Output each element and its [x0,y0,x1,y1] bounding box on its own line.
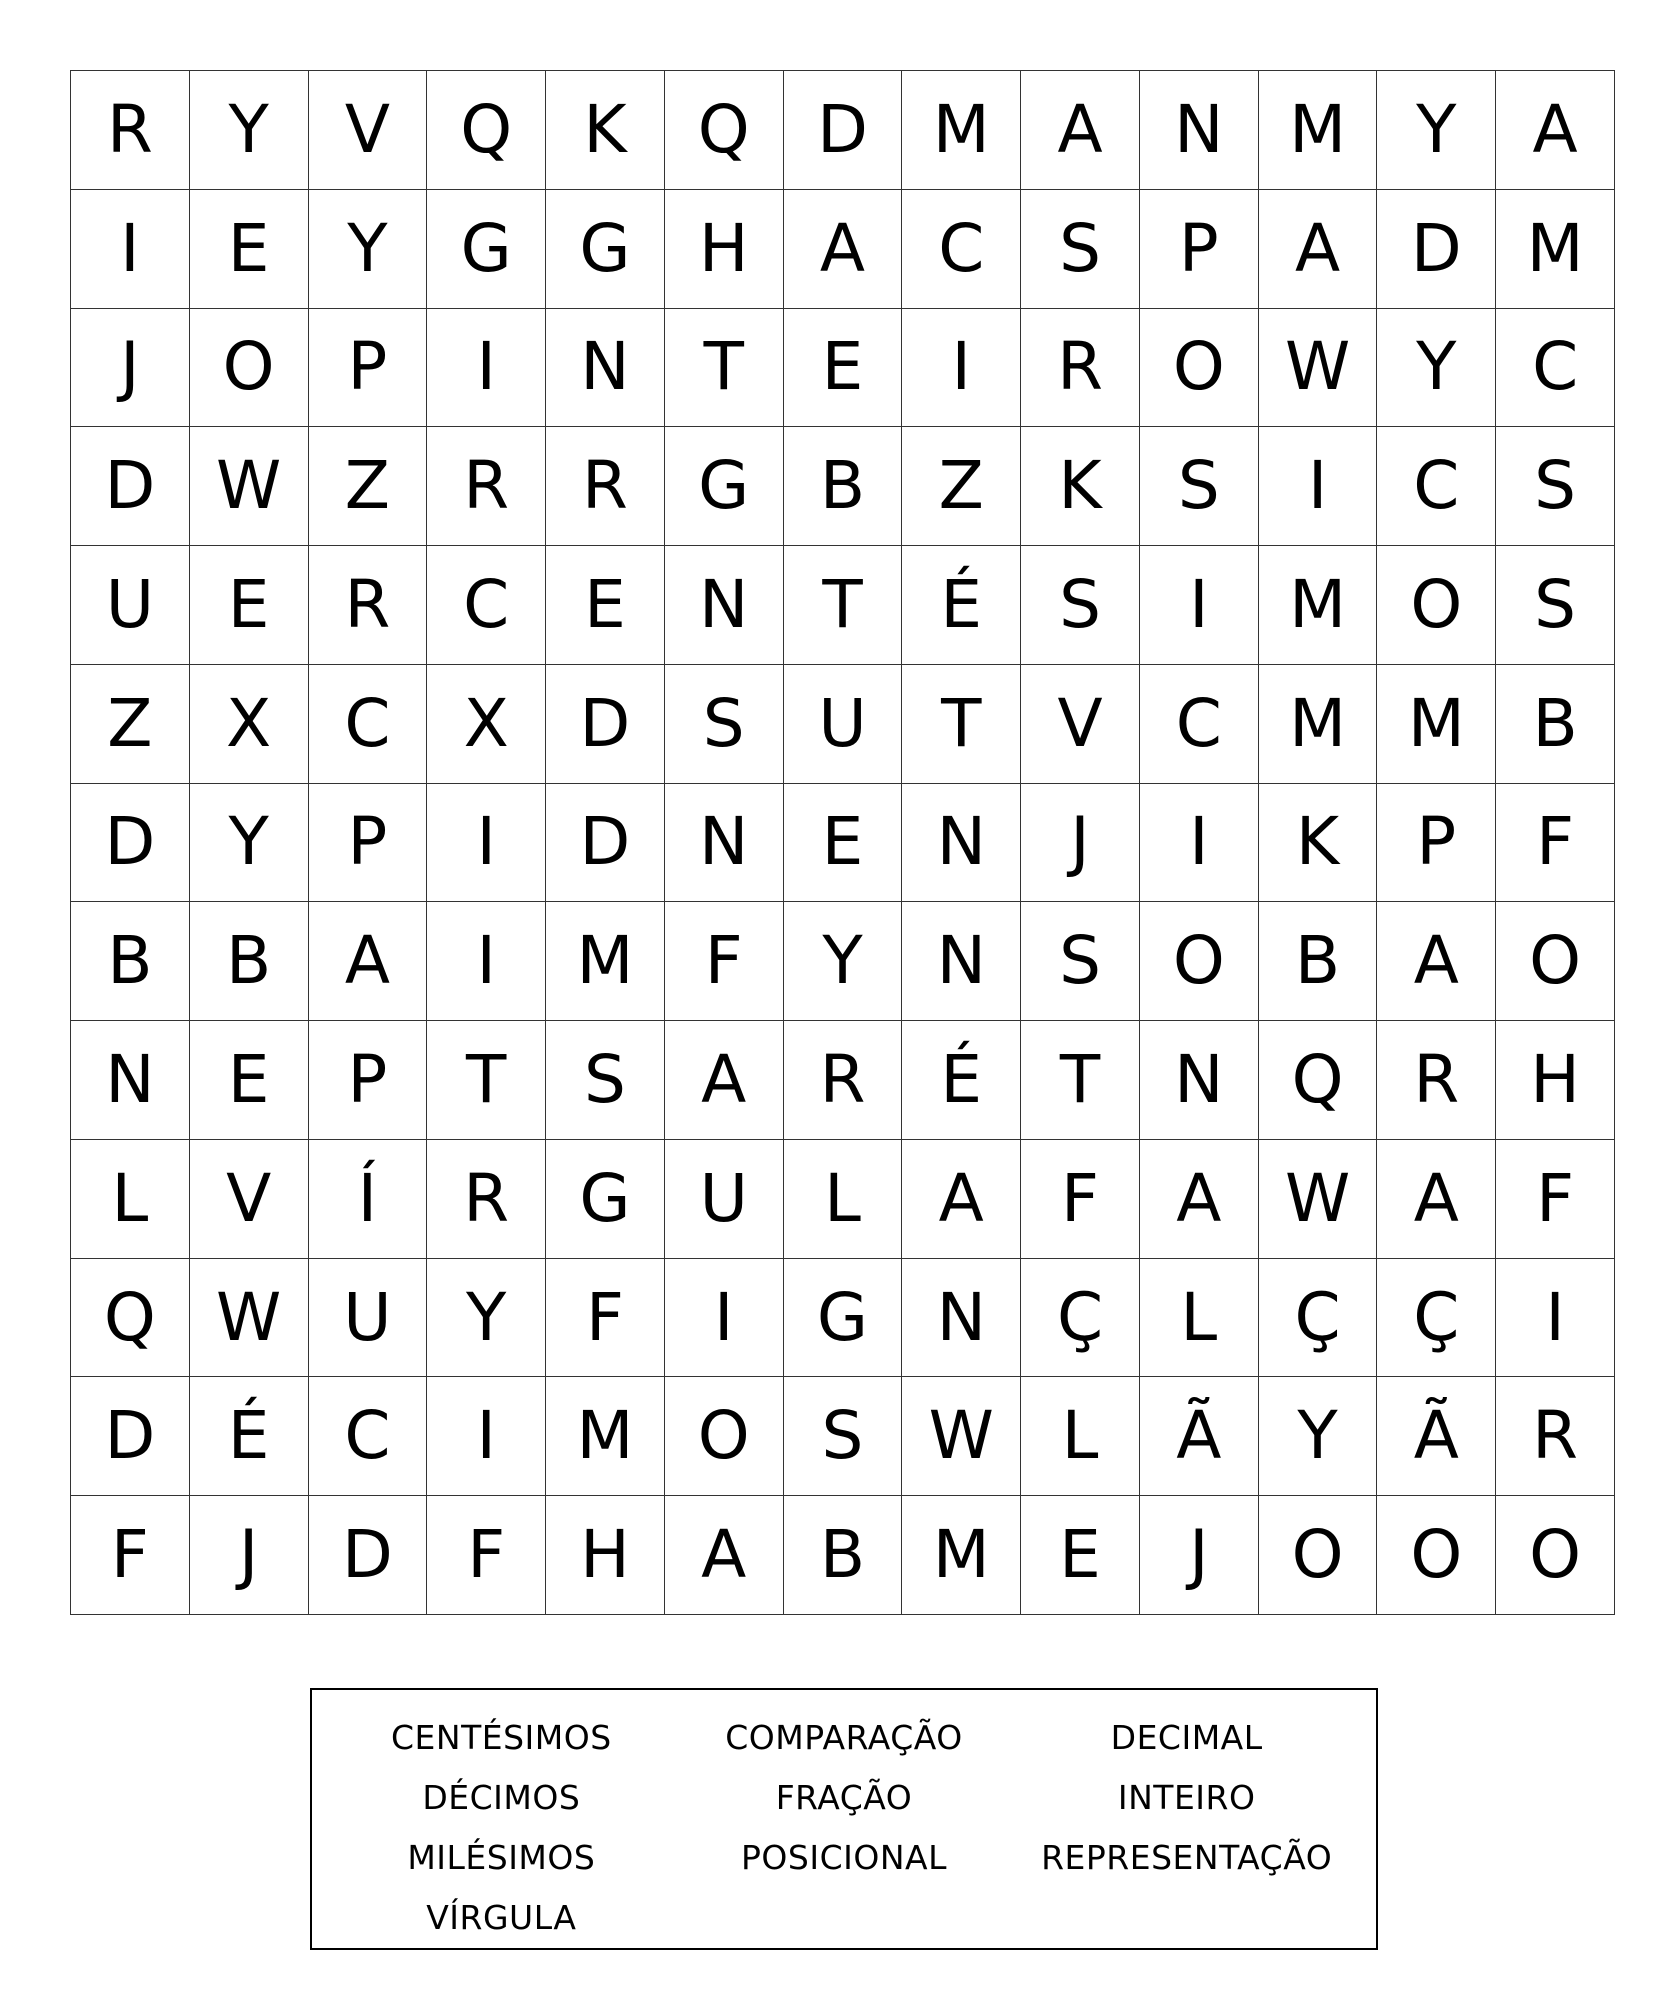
grid-cell[interactable]: W [1259,1140,1378,1259]
grid-cell[interactable]: I [427,1377,546,1496]
grid-cell[interactable]: S [1021,190,1140,309]
grid-cell[interactable]: Q [71,1259,190,1378]
word-bank-item: COMPARAÇÃO [725,1718,963,1757]
grid-cell[interactable]: E [784,784,903,903]
grid-cell[interactable]: S [546,1021,665,1140]
grid-cell[interactable]: Ã [1377,1377,1496,1496]
grid-cell[interactable]: N [665,784,784,903]
grid-cell[interactable]: H [665,190,784,309]
word-bank-item: INTEIRO [1117,1778,1256,1817]
grid-cell[interactable]: B [784,427,903,546]
grid-cell[interactable]: A [665,1021,784,1140]
grid-cell[interactable]: M [902,1496,1021,1615]
grid-cell[interactable]: O [1377,1496,1496,1615]
grid-cell[interactable]: O [1377,546,1496,665]
grid-cell[interactable]: N [71,1021,190,1140]
grid-cell[interactable]: L [1140,1259,1259,1378]
grid-cell[interactable]: S [1496,546,1615,665]
grid-cell[interactable]: U [309,1259,428,1378]
grid-cell[interactable]: I [1140,546,1259,665]
grid-cell[interactable]: T [665,309,784,428]
grid-cell[interactable]: R [71,71,190,190]
grid-cell[interactable]: J [1021,784,1140,903]
word-bank-column [330,1708,673,1948]
grid-cell[interactable]: M [1259,71,1378,190]
grid-cell[interactable]: U [784,665,903,784]
grid-cell[interactable]: A [1377,1140,1496,1259]
grid-cell[interactable]: Z [902,427,1021,546]
grid-cell[interactable]: Y [1259,1377,1378,1496]
grid-cell[interactable]: M [1259,665,1378,784]
grid-cell[interactable]: R [546,427,665,546]
grid-cell[interactable]: B [71,902,190,1021]
grid-cell[interactable]: Y [309,190,428,309]
grid-cell[interactable]: M [902,71,1021,190]
grid-cell[interactable]: O [1140,309,1259,428]
grid-cell[interactable]: W [902,1377,1021,1496]
grid-cell[interactable]: A [902,1140,1021,1259]
grid-cell[interactable]: J [1140,1496,1259,1615]
grid-cell[interactable]: O [190,309,309,428]
word-bank-column [1015,1708,1358,1948]
grid-cell[interactable]: I [1140,784,1259,903]
grid-cell[interactable]: V [190,1140,309,1259]
grid-cell[interactable]: I [665,1259,784,1378]
word-bank-item: CENTÉSIMOS [390,1718,612,1757]
grid-cell[interactable]: N [1140,71,1259,190]
grid-cell[interactable]: B [190,902,309,1021]
grid-cell[interactable]: C [1377,427,1496,546]
grid-cell[interactable]: D [71,784,190,903]
grid-cell[interactable]: R [784,1021,903,1140]
grid-cell[interactable]: O [1140,902,1259,1021]
grid-cell[interactable]: F [546,1259,665,1378]
grid-cell[interactable]: L [71,1140,190,1259]
grid-cell[interactable]: E [190,1021,309,1140]
grid-cell[interactable]: A [1496,71,1615,190]
grid-cell[interactable]: G [427,190,546,309]
grid-cell[interactable]: Y [190,784,309,903]
grid-cell[interactable]: Y [190,71,309,190]
grid-cell[interactable]: R [309,546,428,665]
word-bank-item: MILÉSIMOS [407,1838,596,1877]
grid-cell[interactable]: C [427,546,546,665]
grid-cell[interactable]: Ç [1021,1259,1140,1378]
grid-cell[interactable]: K [1021,427,1140,546]
grid-cell[interactable]: G [546,1140,665,1259]
grid-cell[interactable]: S [665,665,784,784]
grid-cell[interactable]: I [71,190,190,309]
grid-cell[interactable]: S [1021,546,1140,665]
grid-cell[interactable]: É [902,546,1021,665]
word-bank-item: DECIMAL [1110,1718,1263,1757]
grid-cell[interactable]: É [902,1021,1021,1140]
grid-cell[interactable]: D [71,427,190,546]
grid-cell[interactable]: W [190,1259,309,1378]
grid-cell[interactable]: G [546,190,665,309]
grid-cell[interactable]: F [1021,1140,1140,1259]
grid-cell[interactable]: O [665,1377,784,1496]
grid-cell[interactable]: N [902,784,1021,903]
grid-cell[interactable]: A [1140,1140,1259,1259]
grid-cell[interactable]: N [902,1259,1021,1378]
grid-cell[interactable]: F [665,902,784,1021]
grid-cell[interactable]: N [546,309,665,428]
grid-cell[interactable]: S [1496,427,1615,546]
grid-cell[interactable]: G [665,427,784,546]
word-bank-column [673,1708,1016,1948]
grid-cell[interactable]: C [309,665,428,784]
grid-cell[interactable]: A [784,190,903,309]
grid-cell[interactable]: T [784,546,903,665]
word-bank-item: FRAÇÃO [775,1778,913,1817]
grid-cell[interactable]: M [546,1377,665,1496]
grid-cell[interactable]: A [309,902,428,1021]
grid-cell[interactable]: Í [309,1140,428,1259]
grid-cell[interactable]: R [1377,1021,1496,1140]
grid-cell[interactable]: X [427,665,546,784]
word-bank-item: POSICIONAL [741,1838,947,1877]
grid-cell[interactable]: K [1259,784,1378,903]
grid-cell[interactable]: I [427,902,546,1021]
grid-cell[interactable]: S [1140,427,1259,546]
grid-cell[interactable]: F [1496,784,1615,903]
letter-grid [70,70,1615,1615]
grid-cell[interactable]: V [1021,665,1140,784]
grid-cell[interactable]: É [190,1377,309,1496]
grid-cell[interactable]: E [546,546,665,665]
grid-cell[interactable]: E [190,546,309,665]
grid-cell[interactable]: Q [665,71,784,190]
grid-cell[interactable]: D [546,665,665,784]
grid-cell[interactable]: I [427,784,546,903]
grid-cell[interactable]: L [784,1140,903,1259]
grid-cell[interactable]: R [1496,1377,1615,1496]
grid-cell[interactable]: Q [427,71,546,190]
grid-cell[interactable]: A [1377,902,1496,1021]
grid-cell[interactable]: M [546,902,665,1021]
word-bank-item: VÍRGULA [426,1898,577,1937]
word-bank-item: DÉCIMOS [422,1778,581,1817]
grid-cell[interactable]: L [1021,1377,1140,1496]
grid-cell[interactable]: Z [71,665,190,784]
grid-cell[interactable]: A [1021,71,1140,190]
grid-cell[interactable]: D [71,1377,190,1496]
grid-cell[interactable]: T [427,1021,546,1140]
grid-cell[interactable]: R [427,427,546,546]
grid-cell[interactable]: Z [309,427,428,546]
grid-cell[interactable]: P [309,309,428,428]
grid-cell[interactable]: Q [1259,1021,1378,1140]
grid-cell[interactable]: F [71,1496,190,1615]
grid-cell[interactable]: H [1496,1021,1615,1140]
grid-cell[interactable]: S [1021,902,1140,1021]
grid-cell[interactable]: I [902,309,1021,428]
grid-cell[interactable]: B [784,1496,903,1615]
word-bank-item: REPRESENTAÇÃO [1041,1838,1333,1877]
grid-cell[interactable]: Ç [1377,1259,1496,1378]
grid-cell[interactable]: O [1496,902,1615,1021]
grid-cell[interactable]: N [1140,1021,1259,1140]
grid-cell[interactable]: C [309,1377,428,1496]
grid-cell[interactable]: D [309,1496,428,1615]
grid-cell[interactable]: R [1021,309,1140,428]
grid-cell[interactable]: N [902,902,1021,1021]
grid-cell[interactable]: C [1140,665,1259,784]
grid-cell[interactable]: Y [784,902,903,1021]
grid-cell[interactable]: M [1377,665,1496,784]
grid-cell[interactable]: P [309,1021,428,1140]
grid-cell[interactable]: V [309,71,428,190]
grid-cell[interactable]: E [1021,1496,1140,1615]
grid-cell[interactable]: X [190,665,309,784]
grid-cell[interactable]: W [1259,309,1378,428]
grid-cell[interactable]: F [1496,1140,1615,1259]
grid-cell[interactable]: H [546,1496,665,1615]
grid-cell[interactable]: I [1496,1259,1615,1378]
grid-cell[interactable]: M [1496,190,1615,309]
grid-cell[interactable]: I [1259,427,1378,546]
grid-cell[interactable]: M [1259,546,1378,665]
grid-cell[interactable]: P [309,784,428,903]
word-bank [310,1688,1378,1950]
grid-cell[interactable]: R [427,1140,546,1259]
grid-cell[interactable]: D [1377,190,1496,309]
grid-cell[interactable]: U [71,546,190,665]
grid-cell[interactable]: W [190,427,309,546]
grid-cell[interactable]: P [1377,784,1496,903]
grid-cell[interactable]: U [665,1140,784,1259]
grid-cell[interactable]: B [1496,665,1615,784]
grid-cell[interactable]: D [784,71,903,190]
grid-cell[interactable]: G [784,1259,903,1378]
grid-cell[interactable]: A [1259,190,1378,309]
grid-cell[interactable]: T [1021,1021,1140,1140]
grid-cell[interactable]: T [902,665,1021,784]
grid-cell[interactable]: C [902,190,1021,309]
grid-cell[interactable]: Y [427,1259,546,1378]
grid-cell[interactable]: E [784,309,903,428]
grid-cell[interactable]: P [1140,190,1259,309]
grid-cell[interactable]: O [1496,1496,1615,1615]
grid-cell[interactable]: N [665,546,784,665]
grid-cell[interactable]: C [1496,309,1615,428]
grid-cell[interactable]: A [665,1496,784,1615]
grid-cell[interactable]: J [71,309,190,428]
grid-cell[interactable]: F [427,1496,546,1615]
grid-cell[interactable]: J [190,1496,309,1615]
grid-cell[interactable]: B [1259,902,1378,1021]
grid-cell[interactable]: I [427,309,546,428]
grid-cell[interactable]: E [190,190,309,309]
grid-cell[interactable]: Y [1377,309,1496,428]
grid-cell[interactable]: K [546,71,665,190]
grid-cell[interactable]: Y [1377,71,1496,190]
grid-cell[interactable]: Ç [1259,1259,1378,1378]
grid-cell[interactable]: O [1259,1496,1378,1615]
grid-cell[interactable]: D [546,784,665,903]
grid-cell[interactable]: S [784,1377,903,1496]
grid-cell[interactable]: Ã [1140,1377,1259,1496]
